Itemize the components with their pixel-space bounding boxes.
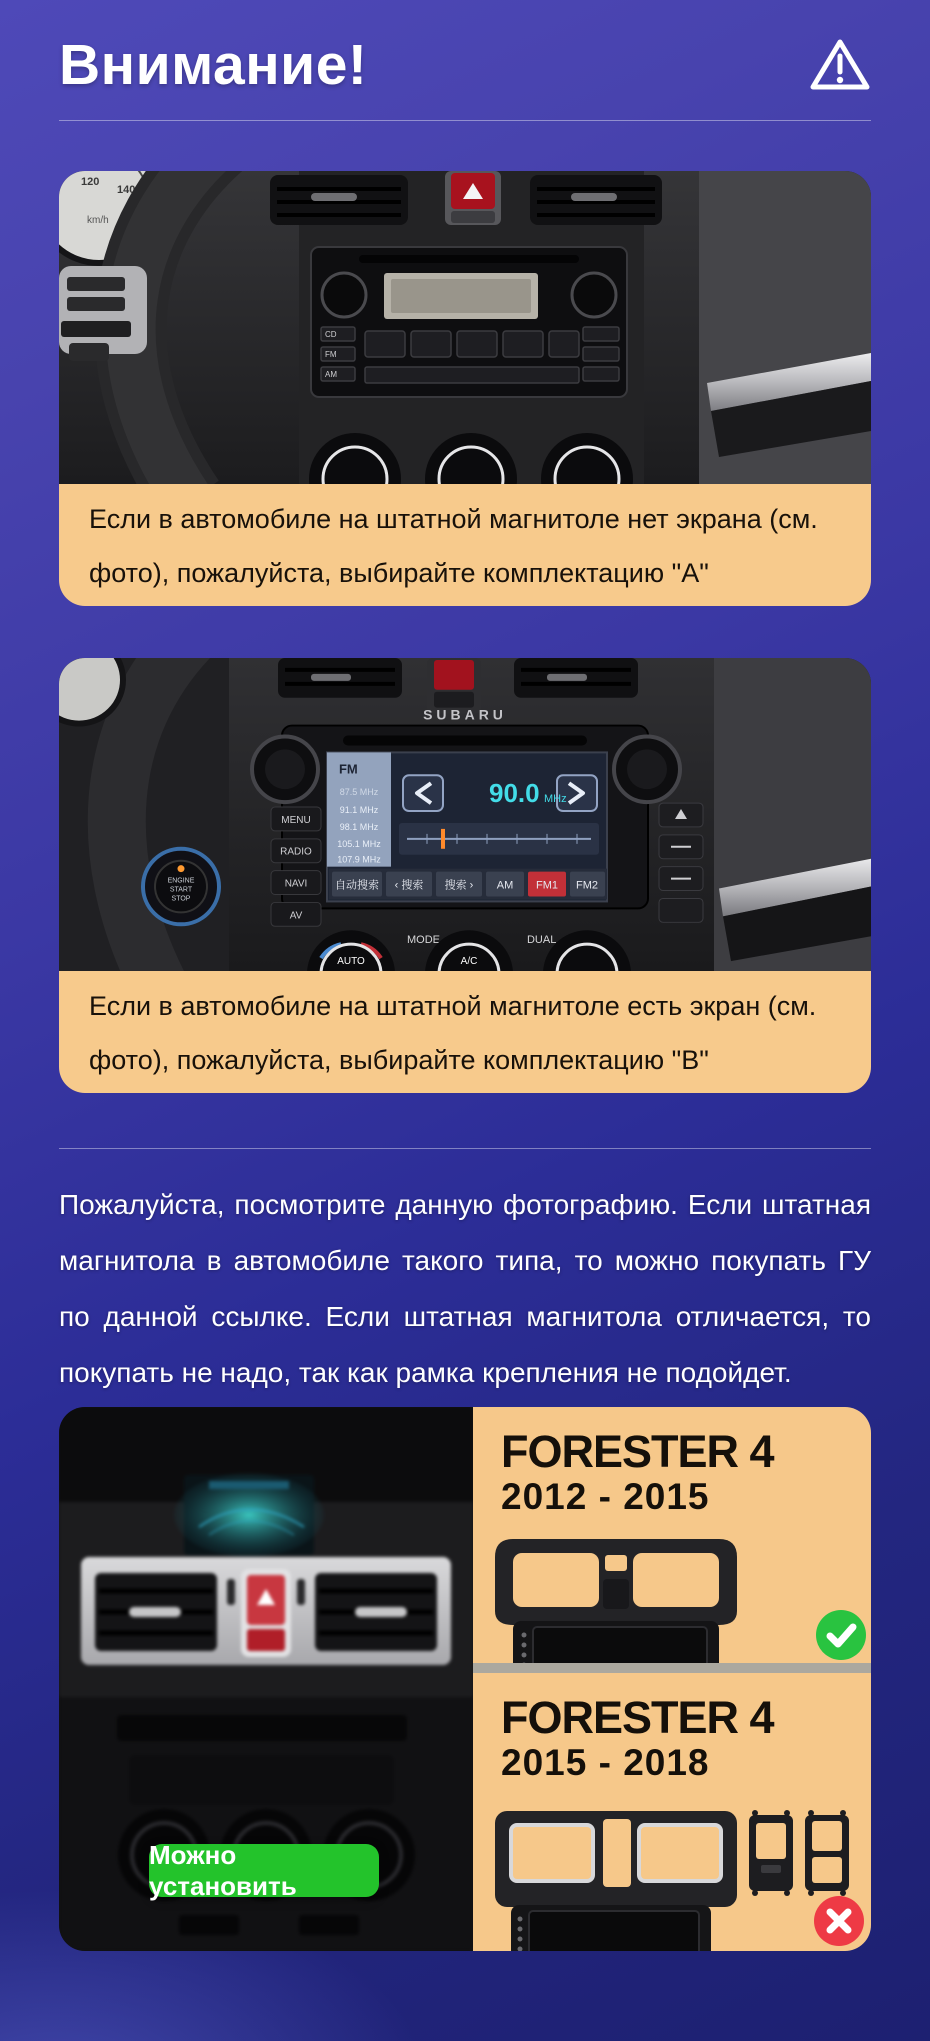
card-no-screen (59, 171, 871, 606)
note-paragraph: Пожалуйста, посмотрите данную фотографию. Если штатная магнитола в автомобиле такого типа, то можно покупать ГУ по данной ссылке. Если штатная магнитола отличается, то покупать не надо, так как рамка крепления не подойдет. (59, 1189, 871, 1388)
svg-text:搜索 ›: 搜索 › (444, 879, 474, 892)
head-unit (252, 726, 703, 927)
svg-text:A/C: A/C (460, 956, 478, 968)
svg-text:AUTO: AUTO (337, 956, 365, 968)
cd-radio-unit (311, 247, 627, 397)
svg-text:ENGINE: ENGINE (167, 877, 195, 885)
dash-frame-illustration (491, 1801, 741, 1951)
vent-panel (81, 1557, 451, 1665)
page-header (59, 0, 871, 97)
option-forester-2012-2015 (473, 1407, 871, 1663)
svg-text:NAVI: NAVI (284, 878, 308, 890)
svg-text:AM: AM (325, 370, 337, 379)
svg-text:87.5 MHz: 87.5 MHz (339, 787, 379, 798)
svg-text:AM: AM (496, 879, 514, 892)
model-years: 2012 - 2015 (501, 1476, 710, 1517)
climate-knobs (309, 433, 633, 484)
engine-start-button (143, 849, 219, 925)
dashboard-with-screen-illustration (59, 658, 871, 971)
info-display (174, 1473, 324, 1557)
hazard-button (241, 1569, 291, 1657)
touch-buttons (329, 869, 607, 900)
band-label: FM (339, 761, 358, 777)
svg-text:98.1 MHz: 98.1 MHz (339, 821, 379, 832)
svg-text:120: 120 (81, 176, 100, 188)
svg-text:107.9 MHz: 107.9 MHz (337, 854, 381, 865)
svg-text:FM2: FM2 (576, 879, 598, 892)
compatibility-section (59, 1407, 871, 1951)
hazard-button (445, 171, 501, 225)
cross-icon (813, 1895, 865, 1947)
svg-text:STOP: STOP (171, 895, 191, 903)
reference-dashboard-photo (59, 1407, 473, 1951)
svg-text:MENU: MENU (281, 814, 311, 826)
can-install-badge: Можно установить (149, 1844, 379, 1897)
card-with-screen (59, 658, 871, 1093)
touchscreen (327, 752, 607, 901)
caption-option-a: Если в автомобиле на штатной магнитоле нет экрана (см. фото), пожалуйста, выбирайте комплектацию "А" (59, 484, 871, 606)
option-forester-2015-2018 (473, 1673, 871, 1951)
model-name: FORESTER 4 (501, 1426, 774, 1477)
compatibility-options (473, 1407, 871, 1951)
frequency-unit: MHz (544, 793, 567, 806)
svg-text:140: 140 (117, 184, 136, 196)
svg-text:km/h: km/h (87, 215, 109, 226)
page (59, 0, 871, 1951)
divider-middle (59, 1148, 871, 1149)
svg-text:自动搜索: 自动搜索 (335, 879, 379, 892)
svg-text:‹ 搜索: ‹ 搜索 (394, 879, 424, 892)
svg-text:CD: CD (325, 330, 337, 339)
svg-text:FM: FM (325, 350, 337, 359)
hazard-button (427, 658, 481, 714)
page-title: Внимание! (59, 33, 368, 97)
svg-text:91.1 MHz: 91.1 MHz (339, 805, 379, 816)
svg-text:AV: AV (289, 910, 303, 922)
model-years: 2015 - 2018 (501, 1742, 710, 1783)
caption-option-b: Если в автомобиле на штатной магнитоле есть экран (см. фото), пожалуйста, выбирайте комплектацию "В" (59, 971, 871, 1093)
svg-text:105.1 MHz: 105.1 MHz (337, 838, 381, 849)
dash-frame-illustration (491, 1527, 741, 1663)
divider-top (59, 120, 871, 121)
svg-text:START: START (169, 886, 193, 894)
svg-text:DUAL: DUAL (527, 934, 557, 947)
climate-controls (307, 930, 631, 971)
brand-label: SUBARU (423, 706, 507, 723)
photo-dashboard-no-screen (59, 171, 871, 484)
svg-text:FM1: FM1 (536, 879, 558, 892)
dashboard-no-screen-illustration (59, 171, 871, 484)
frequency-value: 90.0 (489, 780, 540, 809)
panel-divider (473, 1663, 871, 1673)
warning-triangle-icon (809, 37, 871, 93)
check-icon (815, 1609, 867, 1661)
photo-dashboard-with-screen (59, 658, 871, 971)
model-name: FORESTER 4 (501, 1692, 774, 1743)
mounting-brackets-illustration (745, 1807, 855, 1899)
svg-text:RADIO: RADIO (280, 846, 312, 858)
svg-text:MODE: MODE (407, 934, 440, 947)
